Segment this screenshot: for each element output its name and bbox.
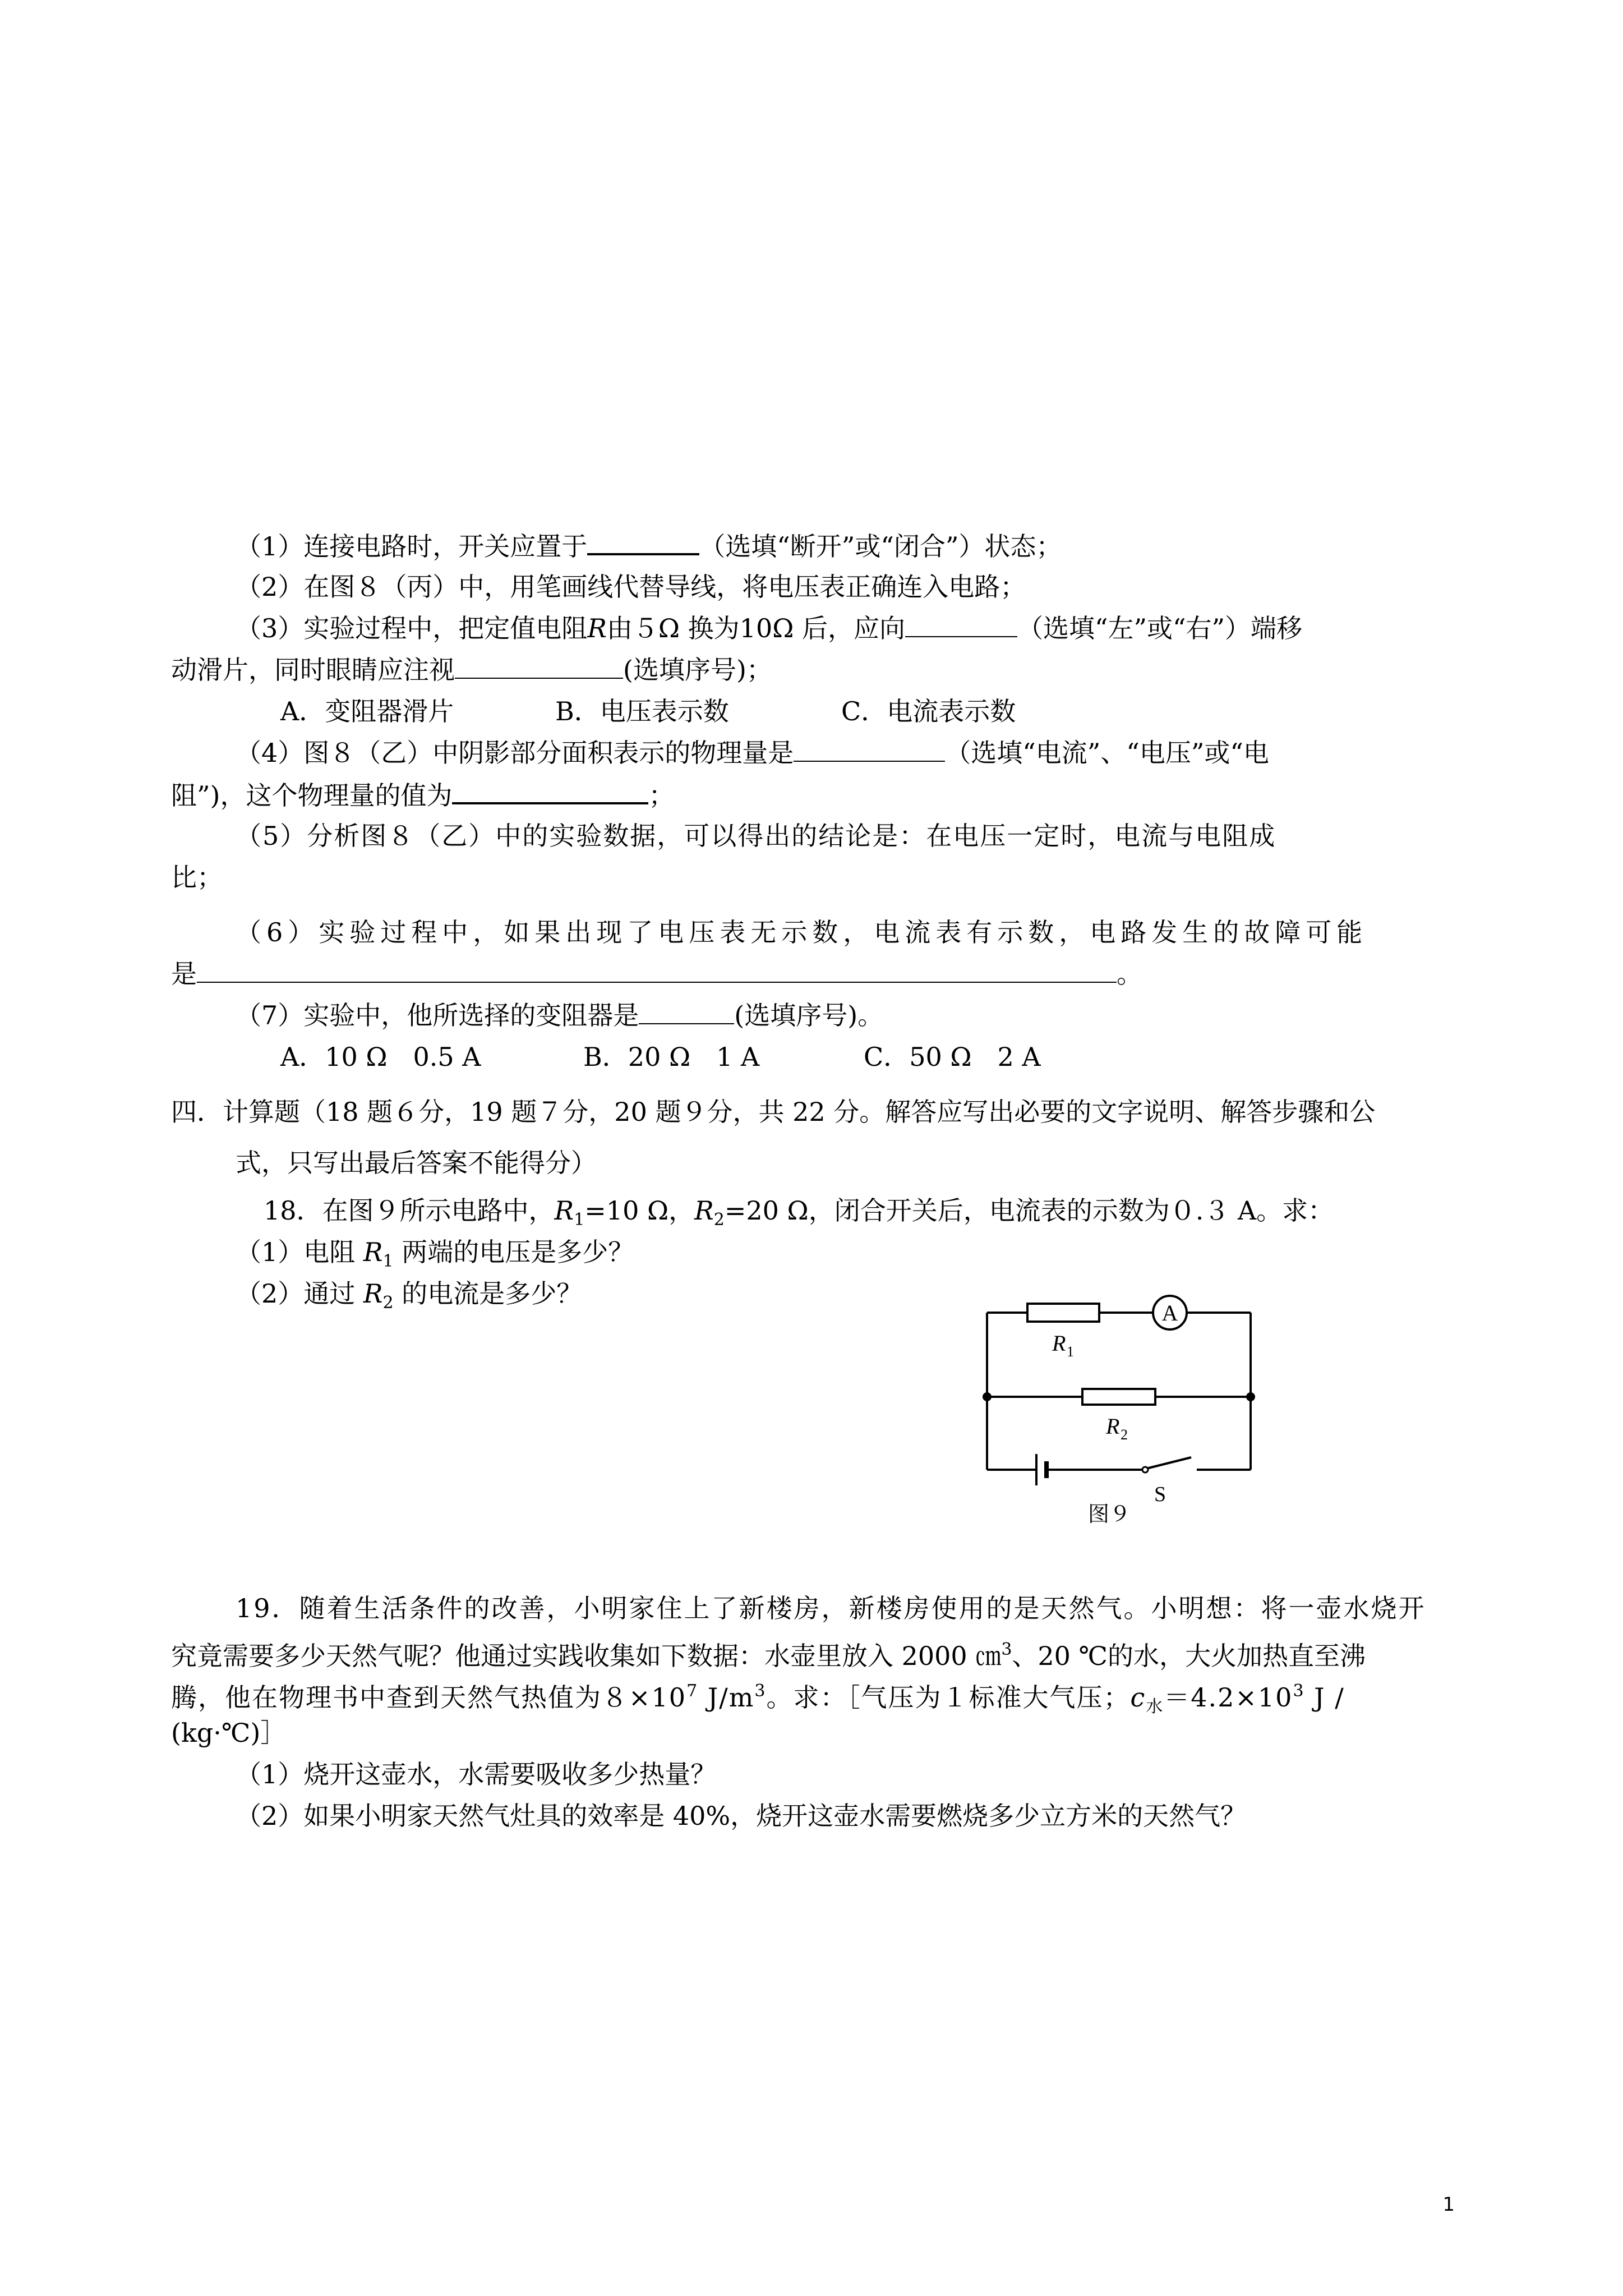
q18-stem-text-end: =20 Ω，闭合开关后，电流表的示数为０.３ A。求： xyxy=(724,1195,1334,1226)
q19-line2-text-end: 、20 ℃的水，大火加热直至沸 xyxy=(1012,1641,1366,1671)
q18-question2 xyxy=(236,1277,582,1320)
q17-part7-blank[interactable] xyxy=(639,999,734,1024)
specific-heat-symbol: c xyxy=(1130,1682,1146,1713)
q17-part5-line1: （5）分析图８（乙）中的实验数据，可以得出的结论是：在电压一定时，电流与电阻成 xyxy=(236,821,1276,851)
q17-part4-text: （4）图８（乙）中阴影部分面积表示的物理量是 xyxy=(236,738,794,768)
q19-line2-text: 究竟需要多少天然气呢？他通过实践收集如下数据：水壶里放入 2000 ㎝ xyxy=(171,1641,1002,1671)
q19-line4: (kg·℃)］ xyxy=(171,1718,287,1748)
switch-pivot xyxy=(1142,1467,1148,1473)
q18-stem xyxy=(264,1194,1334,1237)
option-c: C．电流表示数 xyxy=(841,696,1016,726)
option-c: C．50 Ω 2 A xyxy=(864,1042,1041,1072)
q17-part4-blank-quantity[interactable] xyxy=(794,736,945,762)
q19-line1 xyxy=(236,1591,1469,1625)
option-b: B．20 Ω 1 A xyxy=(583,1042,760,1072)
water-subscript: 水 xyxy=(1146,1697,1164,1717)
q19-question2: （2）如果小明家天然气灶具的效率是 40%，烧开这壶水需要燃烧多少立方米的天然气？ xyxy=(236,1801,1247,1831)
cubed-superscript: 3 xyxy=(1001,1640,1012,1659)
q17-part2: （2）在图８（丙）中，用笔画线代替导线，将电压表正确连入电路； xyxy=(236,572,1026,602)
figure9-circuit-diagram xyxy=(976,1290,1267,1526)
r1-subscript: 1 xyxy=(382,1251,394,1271)
q19-line3-text-end: J / xyxy=(1304,1682,1345,1713)
q17-part1-text: （1）连接电路时，开关应置于 xyxy=(236,531,588,562)
exponent-superscript: 7 xyxy=(686,1681,699,1701)
specific-heat-value: ＝4.2×10 xyxy=(1164,1682,1293,1713)
q17-part3-line2 xyxy=(171,653,772,687)
q18-stem-text: 18．在图９所示电路中， xyxy=(264,1195,555,1226)
q17-part1 xyxy=(236,528,1062,563)
q17-part4-blank-value[interactable] xyxy=(452,777,648,804)
r2-symbol: R xyxy=(694,1195,714,1226)
q17-part7 xyxy=(236,999,883,1032)
r1-symbol: R xyxy=(554,1195,574,1226)
q17-part1-blank[interactable] xyxy=(587,528,699,555)
q17-part6-line1: （6）实验过程中，如果出现了电压表无示数，电流表有示数，电路发生的故障可能 xyxy=(236,917,1368,947)
resistor-r2 xyxy=(1082,1389,1155,1405)
q19-line3 xyxy=(171,1674,1345,1724)
q19-line3-text-mid: 。求：［气压为１标准大气压； xyxy=(766,1682,1131,1713)
section4-heading-line2: 式，只写出最后答案不能得分） xyxy=(236,1148,597,1178)
r1-value: =10 Ω， xyxy=(584,1195,695,1226)
r2-subscript: 2 xyxy=(713,1210,725,1230)
q17-part1-text-end: （选填“断开”或“闭合”）状态； xyxy=(699,531,1062,562)
q17-part6-blank-fault[interactable] xyxy=(197,957,1117,983)
page-number: 1 xyxy=(1442,2193,1455,2216)
q17-part4-text-end: （选填“电流”、“电压”或“电 xyxy=(945,738,1269,768)
section4-heading-line1: 四．计算题（18 题６分，19 题７分，20 题９分，共 22 分。解答应写出必要的文字说明、解答步骤和公 xyxy=(171,1097,1376,1127)
resistor-r1 xyxy=(1027,1304,1099,1322)
junction-right xyxy=(1246,1392,1255,1401)
q17-part3-line1 xyxy=(236,611,1302,645)
q19-question1: （1）烧开这壶水，水需要吸收多少热量？ xyxy=(236,1759,717,1789)
q17-part7-text: （7）实验中，他所选择的变阻器是 xyxy=(236,1000,639,1030)
r2-label-sub: 2 xyxy=(1121,1427,1128,1443)
q17-part3-blank-watch[interactable] xyxy=(455,653,623,679)
q17-part6-text: 是 xyxy=(171,959,197,989)
q17-part4-text2: 阻”)，这个物理量的值为 xyxy=(171,780,453,811)
r2-symbol: R xyxy=(363,1278,383,1309)
option-b: B．电压表示数 xyxy=(555,696,729,726)
ammeter-label: A xyxy=(1161,1300,1178,1326)
figure9-caption: 图９ xyxy=(1087,1502,1131,1526)
q17-part3-text2-end: (选填序号)； xyxy=(623,655,772,685)
junction-left xyxy=(983,1392,992,1401)
q19-line1-text: 19．随着生活条件的改善，小明家住上了新楼房，新楼房使用的是天然气。小明想：将一壶水烧开 xyxy=(236,1593,1426,1623)
q17-part4-line1 xyxy=(236,736,1269,770)
q17-part3-options xyxy=(280,694,1016,728)
q18-q1-text: （1）电阻 xyxy=(236,1237,363,1267)
q18-q2-text-end: 的电流是多少？ xyxy=(393,1278,583,1309)
q18-q2-text: （2）通过 xyxy=(236,1278,363,1309)
q17-part6-line2 xyxy=(171,957,1142,991)
q17-part6-text-end: 。 xyxy=(1117,959,1142,989)
q17-part3-text-mid: 由５Ω 换为10Ω 后，应向 xyxy=(606,613,905,643)
r1-symbol: R xyxy=(363,1237,383,1267)
q17-part3-text2: 动滑片，同时眼睛应注视 xyxy=(171,655,455,685)
q18-q1-text-end: 两端的电压是多少？ xyxy=(393,1237,634,1267)
option-a: A．10 Ω 0.5 A xyxy=(280,1042,481,1072)
q17-part3-blank-direction[interactable] xyxy=(905,611,1017,637)
switch-label: S xyxy=(1154,1483,1166,1506)
exponent-superscript: 3 xyxy=(1293,1681,1305,1701)
q19-line3-text: 腾，他在物理书中查到天然气热值为８×10 xyxy=(171,1682,687,1713)
option-a: A．变阻器滑片 xyxy=(280,696,454,726)
r1-label: R xyxy=(1052,1331,1066,1356)
q17-part5-line2: 比； xyxy=(171,862,223,892)
r1-label-sub: 1 xyxy=(1067,1343,1074,1360)
q17-part3-text-end: （选填“左”或“右”）端移 xyxy=(1017,613,1303,643)
r2-label: R xyxy=(1106,1414,1120,1439)
cubed-superscript: 3 xyxy=(754,1681,767,1701)
q17-part4-text2-end: ； xyxy=(648,780,675,811)
q19-line2 xyxy=(171,1633,1366,1673)
q17-part4-line2 xyxy=(171,777,674,812)
switch-blade xyxy=(1146,1457,1191,1469)
unit-text: J/m xyxy=(698,1682,755,1713)
r1-subscript: 1 xyxy=(574,1210,585,1230)
resistor-symbol-r: R xyxy=(587,613,607,643)
q18-question1 xyxy=(236,1235,634,1278)
q17-part7-options xyxy=(280,1040,1041,1074)
q17-part7-text-end: (选填序号)。 xyxy=(734,1000,884,1030)
q17-part3-text: （3）实验过程中，把定值电阻 xyxy=(236,613,588,643)
r2-subscript: 2 xyxy=(382,1293,394,1313)
